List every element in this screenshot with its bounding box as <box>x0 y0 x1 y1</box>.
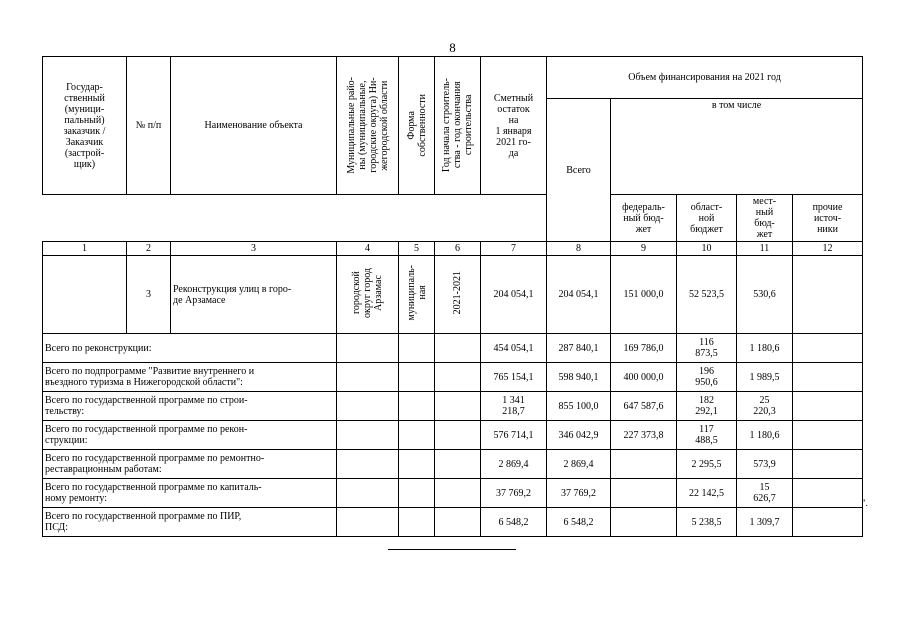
header-district <box>337 57 399 195</box>
summary-federal: 169 786,0 <box>611 334 677 363</box>
summary-empty-cell <box>337 334 399 363</box>
summary-empty-cell <box>399 392 435 421</box>
summary-other <box>793 508 863 537</box>
summary-federal <box>611 450 677 479</box>
summary-total: 6 548,2 <box>547 508 611 537</box>
header-district-text: Муниципальные райо- ны (муниципальные, городские округа) Ни- жегородской области <box>345 77 390 174</box>
header-ownership <box>399 57 435 195</box>
column-numbers-row <box>43 242 863 256</box>
summary-row <box>43 508 863 537</box>
object-district-text: городской округ город Арзамас <box>351 268 384 318</box>
summary-empty-cell <box>337 363 399 392</box>
header-total: Всего <box>547 99 611 242</box>
col-number-10: 10 <box>677 242 737 256</box>
summary-empty-cell <box>435 421 481 450</box>
summary-label: Всего по государственной программе по рекон- струкции: <box>43 421 337 450</box>
summary-other <box>793 392 863 421</box>
object-local: 530,6 <box>737 256 793 334</box>
summary-total: 287 840,1 <box>547 334 611 363</box>
summary-federal <box>611 508 677 537</box>
summary-local: 1 180,6 <box>737 334 793 363</box>
summary-federal: 400 000,0 <box>611 363 677 392</box>
summary-balance: 454 054,1 <box>481 334 547 363</box>
summary-label: Всего по государственной программе по капиталь- ному ремонту: <box>43 479 337 508</box>
object-balance: 204 054,1 <box>481 256 547 334</box>
object-years <box>435 256 481 334</box>
header-number: № п/п <box>127 57 171 195</box>
summary-empty-cell <box>337 508 399 537</box>
header-row-1 <box>43 57 863 99</box>
summary-row <box>43 421 863 450</box>
header-regional: област- ной бюджет <box>677 195 737 242</box>
summary-local: 1 989,5 <box>737 363 793 392</box>
header-local: мест- ный бюд- жет <box>737 195 793 242</box>
summary-federal: 227 373,8 <box>611 421 677 450</box>
summary-row <box>43 392 863 421</box>
col-number-9: 9 <box>611 242 677 256</box>
summary-label: Всего по подпрограмме "Развитие внутреннего и въездного туризма в Нижегородской области": <box>43 363 337 392</box>
summary-empty-cell <box>435 508 481 537</box>
summary-balance: 576 714,1 <box>481 421 547 450</box>
col-number-12: 12 <box>793 242 863 256</box>
summary-regional: 117 488,5 <box>677 421 737 450</box>
header-object-name: Наименование объекта <box>171 57 337 195</box>
object-ownership <box>399 256 435 334</box>
summary-label: Всего по государственной программе по строи- тельству: <box>43 392 337 421</box>
summary-balance: 37 769,2 <box>481 479 547 508</box>
object-other <box>793 256 863 334</box>
closing-quote: ". <box>862 498 868 508</box>
object-regional: 52 523,5 <box>677 256 737 334</box>
summary-other <box>793 334 863 363</box>
summary-empty-cell <box>399 479 435 508</box>
page-number: 8 <box>449 40 456 55</box>
object-row <box>43 256 863 334</box>
summary-local: 25 220,3 <box>737 392 793 421</box>
summary-balance: 6 548,2 <box>481 508 547 537</box>
summary-total: 346 042,9 <box>547 421 611 450</box>
summary-regional: 182 292,1 <box>677 392 737 421</box>
col-number-7: 7 <box>481 242 547 256</box>
summary-other <box>793 450 863 479</box>
header-ownership-text: Форма собственности <box>405 94 428 157</box>
summary-other <box>793 363 863 392</box>
header-financing-title: Объем финансирования на 2021 год <box>547 57 863 99</box>
summary-empty-cell <box>337 421 399 450</box>
summary-empty-cell <box>435 334 481 363</box>
summary-total: 37 769,2 <box>547 479 611 508</box>
col-number-8: 8 <box>547 242 611 256</box>
summary-other <box>793 421 863 450</box>
summary-empty-cell <box>399 334 435 363</box>
summary-empty-cell <box>337 392 399 421</box>
summary-regional: 22 142,5 <box>677 479 737 508</box>
summary-empty-cell <box>337 479 399 508</box>
col-number-2: 2 <box>127 242 171 256</box>
footer-divider-line <box>388 549 516 550</box>
object-customer <box>43 256 127 334</box>
header-row-3 <box>43 195 863 242</box>
summary-regional: 5 238,5 <box>677 508 737 537</box>
summary-total: 598 940,1 <box>547 363 611 392</box>
summary-regional: 196 950,6 <box>677 363 737 392</box>
summary-empty-cell <box>399 450 435 479</box>
header-other: прочие источ- ники <box>793 195 863 242</box>
object-number: 3 <box>127 256 171 334</box>
summary-local: 15 626,7 <box>737 479 793 508</box>
summary-federal: 647 587,6 <box>611 392 677 421</box>
summary-empty-cell <box>399 363 435 392</box>
summary-row <box>43 450 863 479</box>
summary-total: 2 869,4 <box>547 450 611 479</box>
summary-regional: 116 873,5 <box>677 334 737 363</box>
header-customer: Государ- ственный (муници- пальный) заказчик / Заказчик (застрой- щик) <box>43 57 127 195</box>
header-years <box>435 57 481 195</box>
summary-balance: 1 341 218,7 <box>481 392 547 421</box>
header-years-text: Год начала строитель- ства - год окончания строительства <box>441 78 474 173</box>
col-number-5: 5 <box>399 242 435 256</box>
summary-local: 573,9 <box>737 450 793 479</box>
summary-empty-cell <box>435 479 481 508</box>
summary-empty-cell <box>435 363 481 392</box>
header-including: в том числе <box>611 99 863 195</box>
summary-empty-cell <box>435 392 481 421</box>
summary-row <box>43 334 863 363</box>
summary-empty-cell <box>399 421 435 450</box>
summary-row <box>43 363 863 392</box>
object-years-text: 2021-2021 <box>452 271 463 315</box>
financing-table <box>42 56 863 537</box>
summary-empty-cell <box>435 450 481 479</box>
object-name: Реконструкция улиц в горо- де Арзамасе <box>171 256 337 334</box>
summary-row <box>43 479 863 508</box>
summary-label: Всего по реконструкции: <box>43 334 337 363</box>
summary-empty-cell <box>337 450 399 479</box>
summary-total: 855 100,0 <box>547 392 611 421</box>
summary-label: Всего по государственной программе по ПИР, ПСД: <box>43 508 337 537</box>
col-number-3: 3 <box>171 242 337 256</box>
summary-empty-cell <box>399 508 435 537</box>
col-number-1: 1 <box>43 242 127 256</box>
summary-balance: 2 869,4 <box>481 450 547 479</box>
summary-local: 1 309,7 <box>737 508 793 537</box>
summary-balance: 765 154,1 <box>481 363 547 392</box>
summary-label: Всего по государственной программе по ремонтно- реставрационным работам: <box>43 450 337 479</box>
summary-regional: 2 295,5 <box>677 450 737 479</box>
col-number-11: 11 <box>737 242 793 256</box>
col-number-4: 4 <box>337 242 399 256</box>
summary-other <box>793 479 863 508</box>
header-federal: федераль- ный бюд- жет <box>611 195 677 242</box>
object-district <box>337 256 399 334</box>
col-number-6: 6 <box>435 242 481 256</box>
object-ownership-text: муниципаль- ная <box>405 265 428 321</box>
object-federal: 151 000,0 <box>611 256 677 334</box>
object-total: 204 054,1 <box>547 256 611 334</box>
header-balance: Сметный остаток на 1 января 2021 го- да <box>481 57 547 195</box>
summary-federal <box>611 479 677 508</box>
summary-local: 1 180,6 <box>737 421 793 450</box>
